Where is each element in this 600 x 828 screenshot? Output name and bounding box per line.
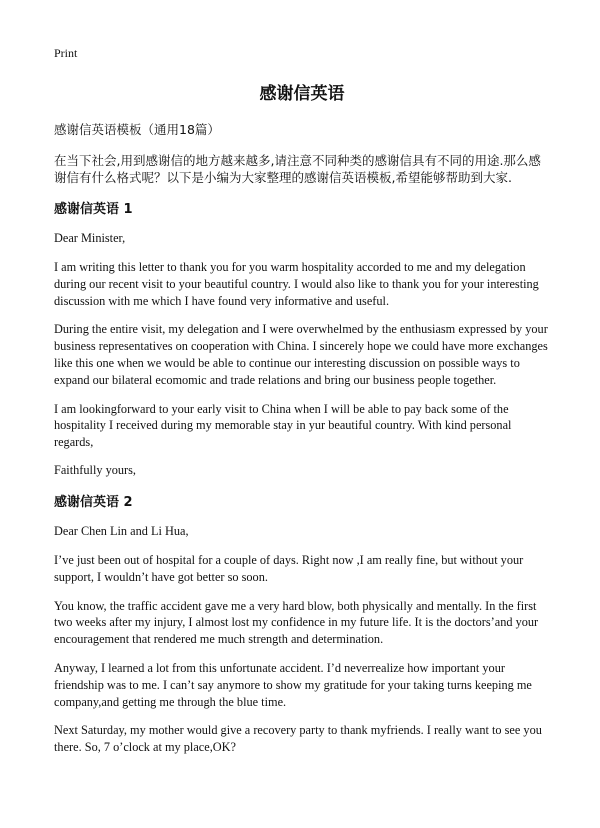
closing-1: Faithfully yours,: [54, 462, 136, 477]
subtitle: 感谢信英语模板（通用18篇）: [54, 122, 220, 137]
print-link[interactable]: Print: [54, 46, 78, 60]
page-title: 感谢信英语: [259, 84, 345, 104]
letter-paragraph: During the entire visit, my delegation and I were overwhelmed by the enthusiasm expressed by your business representatives on cooperation with China. I sincerely hope we could have more exchanges like this one when we would be able to continue our interesting discussion on possible ways to expand our bilateral ecomomic and trade relations and bring our business people together.: [54, 322, 548, 387]
salutation-2: Dear Chen Lin and Li Hua,: [54, 523, 189, 538]
letter-paragraph: I’ve just been out of hospital for a couple of days. Right now ,I am really fine, but without your support, I wouldn’t have got better so soon.: [54, 552, 524, 584]
letter-paragraph: I am writing this letter to thank you for you warm hospitality accorded to me and my delegation during our recent visit to your beautiful country. I would also like to thank you for your interesting discussion with me which I have found very informative and useful.: [54, 260, 539, 308]
salutation-1: Dear Minister,: [54, 231, 126, 245]
letter-paragraph: Anyway, I learned a lot from this unfortunate accident. I’d neverrealize how important your friendship was to me. I can’t say anymore to show my gratitude for your taking turns keeping me company,and getting me through the blue time.: [54, 660, 532, 709]
letter-paragraph: Next Saturday, my mother would give a recovery party to thank myfriends. I really want to see you there. So, 7 o’clock at my place,OK?: [54, 723, 542, 755]
letter-paragraph: You know, the traffic accident gave me a very hard blow, both physically and mentally. In the first two weeks after my injury, I almost lost my confidence in my future life. It is the doctors’and your encouragement that rendered me much strength and determination.: [54, 598, 539, 647]
intro-paragraph: 在当下社会,用到感谢信的地方越来越多,请注意不同种类的感谢信具有不同的用途.那么感谢信有什么格式呢？以下是小编为大家整理的感谢信英语模板,希望能够帮助到大家.: [54, 153, 541, 185]
section-heading-1: 感谢信英语 1: [54, 202, 133, 217]
document-page: [54, 46, 550, 768]
letter-paragraph: I am lookingforward to your early visit to China when I will be able to pay back some of the hospitality I received during my memorable stay in yur beautiful country. With kind personal regards,: [54, 401, 512, 450]
section-heading-2: 感谢信英语 2: [54, 494, 133, 510]
